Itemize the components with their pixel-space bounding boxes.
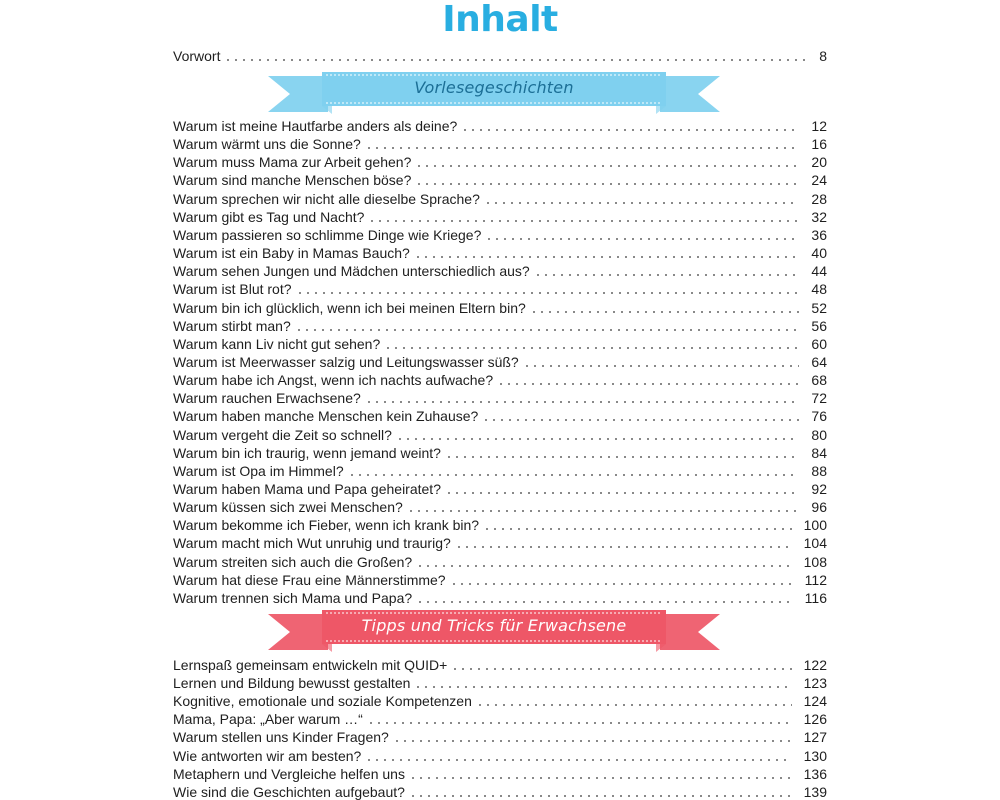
toc-entry-title: Warum ist ein Baby in Mamas Bauch? [173,245,410,262]
toc-entry-title: Warum ist Meerwasser salzig und Leitungswasser süß? [173,353,519,370]
toc-entry[interactable] [173,353,827,371]
toc-entry-page: 123 [803,675,827,692]
toc-entry[interactable] [173,747,827,765]
toc-entry-title: Warum sprechen wir nicht alle dieselbe Sprache? [173,190,480,207]
toc-entry[interactable] [173,498,827,516]
dot-leader [365,401,800,403]
dot-leader [407,510,800,512]
toc-entry-page: 80 [811,426,827,443]
toc-entry-title: Vorwort [173,48,221,64]
toc-entry-page: 130 [803,747,827,764]
toc-entry-title: Wie antworten wir am besten? [173,747,362,764]
dot-leader [455,546,792,548]
toc-entry[interactable] [173,480,827,498]
toc-entry-page: 92 [811,481,827,497]
toc-entry[interactable] [173,262,827,280]
toc-entry-title: Warum gibt es Tag und Nacht? [173,208,365,225]
dot-leader [461,129,799,131]
toc-entry-page: 32 [811,208,827,225]
toc-entry-title: Warum rauchen Erwachsene? [173,390,361,407]
toc-entry-page: 12 [811,118,827,134]
toc-entry-title: Warum wärmt uns die Sonne? [173,136,361,153]
toc-entry-title: Warum bin ich traurig, wenn jemand weint? [173,444,441,461]
dot-leader [295,329,800,331]
toc-entry-page: 122 [803,657,827,673]
toc-entry-page: 56 [811,317,827,334]
toc-entry[interactable] [173,153,827,171]
dot-leader [368,220,799,222]
toc-entry[interactable] [173,299,827,317]
dot-leader [451,668,791,670]
toc-entry[interactable] [173,371,827,389]
toc-entry[interactable] [173,571,827,589]
toc-entry-page: 104 [803,535,827,552]
toc-entry-page: 28 [811,190,827,207]
toc-entry-page: 76 [811,408,827,425]
dot-leader [384,347,799,349]
toc-entry[interactable] [173,783,827,800]
toc-entry-page: 24 [811,172,827,189]
toc-entry-page: 126 [803,711,827,728]
dot-leader [523,365,800,367]
toc-entry[interactable] [173,117,827,135]
dot-leader [415,165,799,167]
toc-entry-title: Warum sehen Jungen und Mädchen unterschiedlich aus? [173,263,530,280]
toc-entry[interactable] [173,280,827,298]
toc-entry-page: 40 [811,245,827,262]
dot-leader [365,147,800,149]
dot-leader [482,419,799,421]
toc-entry[interactable] [173,656,827,674]
dot-leader [296,292,800,294]
toc-entry-title: Lernen und Bildung bewusst gestalten [173,675,411,692]
toc-entry-title: Kognitive, emotionale und soziale Kompetenzen [173,693,472,710]
toc-entry-title: Warum küssen sich zwei Menschen? [173,499,403,516]
toc-entry[interactable] [173,135,827,153]
dot-leader [450,583,793,585]
dot-leader [530,311,800,313]
dot-leader [409,795,792,797]
page-title: Inhalt [442,0,558,40]
toc-entry-page: 16 [811,136,827,153]
dot-leader [497,383,799,385]
toc-entry[interactable] [173,226,827,244]
dot-leader [476,704,792,706]
toc-entry-title: Warum bekomme ich Fieber, wenn ich krank bin? [173,517,480,534]
toc-entry-page: 8 [819,48,827,64]
toc-entry[interactable] [173,407,827,425]
toc-entry-page: 116 [804,589,827,606]
dot-leader [393,740,792,742]
toc-entry-page: 136 [803,765,827,782]
toc-entry-foreword[interactable] [173,47,827,65]
dot-leader [483,528,792,530]
toc-entry-title: Warum habe ich Angst, wenn ich nachts aufwache? [173,372,494,389]
toc-entry-title: Warum ist Blut rot? [173,281,292,298]
toc-entry-page: 52 [811,299,827,316]
toc-entry[interactable] [173,516,827,534]
toc-entry-page: 36 [811,226,827,243]
toc-entry-page: 127 [803,729,827,746]
toc-entry-page: 108 [803,553,827,570]
dot-leader [365,759,791,761]
section-banner-tipps [268,602,720,658]
toc-entry[interactable] [173,171,827,189]
toc-entry[interactable] [173,208,827,226]
toc-entry-page: 44 [811,263,827,280]
toc-entry-title: Metaphern und Vergleiche helfen uns [173,765,405,782]
toc-entry-page: 48 [811,281,827,298]
dot-leader [224,59,807,61]
toc-entry[interactable] [173,335,827,353]
dot-leader [445,456,799,458]
toc-entry-title: Warum kann Liv nicht gut sehen? [173,335,381,352]
toc-entry-title: Warum passieren so schlimme Dinge wie Kriege? [173,226,482,243]
toc-entry-title: Lernspaß gemeinsam entwickeln mit QUID+ [173,657,448,673]
toc-entry[interactable] [173,728,827,746]
toc-entry[interactable] [173,462,827,480]
toc-entry[interactable] [173,553,827,571]
dot-leader [416,565,792,567]
dot-leader [534,274,800,276]
toc-entry[interactable] [173,692,827,710]
dot-leader [348,474,800,476]
toc-entry-title: Warum macht mich Wut unruhig und traurig? [173,535,451,552]
toc-entry[interactable] [173,765,827,783]
toc-entry-title: Warum streiten sich auch die Großen? [173,553,413,570]
dot-leader [414,256,800,258]
toc-entry-page: 100 [803,517,827,534]
toc-entry-title: Warum trennen sich Mama und Papa? [173,589,413,606]
toc-entry[interactable] [173,710,827,728]
dot-leader [396,438,800,440]
toc-entry-title: Warum vergeht die Zeit so schnell? [173,426,392,443]
toc-entry-title: Warum haben Mama und Papa geheiratet? [173,481,441,497]
toc-entry[interactable] [173,317,827,335]
toc-entry-page: 72 [811,390,827,407]
section-banner-vorlesegeschichten [268,64,720,120]
toc-entry[interactable] [173,426,827,444]
toc-entry-title: Warum sind manche Menschen böse? [173,172,412,189]
toc-entry-page: 88 [811,462,827,479]
dot-leader [367,722,792,724]
toc-entry-page: 20 [811,154,827,171]
toc-entry-title: Warum stirbt man? [173,317,291,334]
dot-leader [409,777,792,779]
toc-entry-title: Warum hat diese Frau eine Männerstimme? [173,571,446,588]
toc-entry[interactable] [173,389,827,407]
dot-leader [484,202,800,204]
toc-entry[interactable] [173,244,827,262]
toc-entry[interactable] [173,534,827,552]
section-heading: Tipps und Tricks für Erwachsene [361,616,627,635]
dot-leader [415,183,799,185]
dot-leader [445,492,799,494]
toc-entry-title: Warum stellen uns Kinder Fragen? [173,729,389,746]
toc-entry[interactable] [173,674,827,692]
toc-entry-page: 139 [803,783,827,800]
toc-entry-title: Warum haben manche Menschen kein Zuhause? [173,408,479,425]
toc-entry-title: Warum ist Opa im Himmel? [173,462,344,479]
toc-entry[interactable] [173,190,827,208]
toc-entry-page: 60 [811,335,827,352]
section-heading: Vorlesegeschichten [414,78,574,97]
dot-leader [414,686,791,688]
dot-leader [485,238,799,240]
toc-entry-title: Warum muss Mama zur Arbeit gehen? [173,154,412,171]
toc-entry-page: 64 [811,353,827,370]
toc-entry-title: Warum ist meine Hautfarbe anders als deine? [173,118,458,134]
toc-entry-title: Wie sind die Geschichten aufgebaut? [173,783,405,800]
toc-entry-page: 96 [811,499,827,516]
toc-entry[interactable] [173,444,827,462]
toc-entry-title: Mama, Papa: „Aber warum …“ [173,711,363,728]
toc-entry-page: 124 [803,693,827,710]
toc-entry-page: 68 [811,372,827,389]
toc-entry-page: 112 [804,571,827,588]
toc-entry-title: Warum bin ich glücklich, wenn ich bei meinen Eltern bin? [173,299,526,316]
toc-entry-page: 84 [811,444,827,461]
